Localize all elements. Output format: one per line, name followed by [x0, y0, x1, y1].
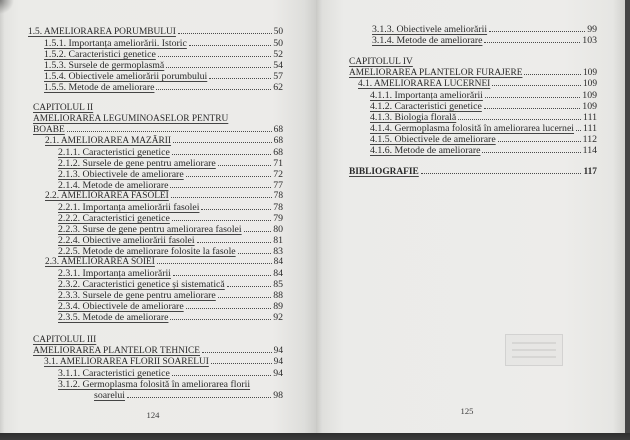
chapter-title [0, 346, 283, 357]
dot-leader [172, 375, 271, 376]
dot-leader [201, 209, 271, 210]
dot-leader [484, 108, 580, 109]
toc-entry-page: 98 [273, 390, 283, 401]
dot-leader [209, 78, 271, 79]
toc-entry-page: 89 [273, 301, 283, 312]
toc-entry-title: 3.1.1. Caracteristici genetice [58, 368, 170, 379]
dot-leader [485, 97, 580, 98]
stamp-mark [512, 349, 556, 351]
toc-entry-page: 88 [273, 290, 283, 301]
toc-entry-page: 50 [273, 38, 283, 49]
toc-entry-page: 109 [582, 79, 597, 89]
chapter-heading-label: CAPITOLUL II [33, 103, 94, 113]
toc-entry [0, 27, 283, 38]
toc-entry-title: 2.2.2. Caracteristici genetice [58, 213, 170, 224]
chapter-title-line: AMELIORAREA LEGUMINOASELOR PENTRU [33, 114, 229, 124]
toc-entry-title: 2.3.1. Importanța ameliorării [58, 268, 171, 279]
toc-entry-page: 94 [273, 357, 283, 367]
toc-entry-page: 81 [273, 235, 283, 246]
page-number: 124 [146, 410, 160, 420]
chapter-heading-label: CAPITOLUL III [33, 335, 97, 345]
toc-entry [316, 35, 597, 46]
toc-entry-title: 4.1.6. Metode de ameliorare [370, 145, 481, 156]
toc-entry-page: 78 [273, 191, 283, 201]
toc-entry-title: 1.5.3. Sursele de germoplasmă [44, 60, 165, 71]
chapter-title [0, 114, 283, 125]
toc-entry-title: 2.1. AMELIORAREA MAZĂRII [45, 136, 172, 146]
left-page [0, 0, 317, 433]
dot-leader [67, 131, 272, 132]
toc-entry [0, 180, 283, 191]
toc-entry [0, 368, 283, 379]
toc-entry [0, 257, 283, 268]
dot-leader [172, 220, 271, 221]
toc-entry [316, 90, 597, 101]
toc-entry-title: 4.1.2. Caracteristici genetice [370, 101, 482, 112]
toc-entry-page: 50 [273, 27, 283, 37]
toc-entry-page: 92 [273, 312, 283, 323]
toc-entry [0, 357, 283, 368]
dot-leader [484, 42, 580, 43]
chapter-heading [0, 103, 283, 114]
toc-entry-title: 1.5.4. Obiectivele ameliorării porumbului [44, 71, 208, 82]
toc-entry-title: 2.2.3. Surse de gene pentru ameliorarea fasolei [58, 224, 242, 235]
toc-entry [0, 38, 283, 49]
bibliography-entry [316, 167, 597, 178]
toc-entry-page: 77 [273, 180, 283, 191]
toc-entry [0, 213, 283, 224]
toc-entry-title: 2.1.4. Metode de ameliorare [58, 180, 169, 191]
toc-entry-page: 111 [583, 123, 597, 134]
toc-entry-title: 3.1.4. Metode de ameliorare [372, 35, 483, 46]
toc-entry-page: 112 [582, 134, 597, 145]
dot-leader [202, 352, 272, 353]
toc-entry [0, 82, 283, 93]
toc-entry-title: 1.5.2. Caracteristici genetice [44, 49, 156, 60]
toc-entry-page: 85 [273, 279, 283, 290]
toc-entry-page: 99 [587, 24, 597, 35]
toc-entry [316, 112, 597, 123]
dot-leader [492, 85, 581, 86]
toc-entry-title: 2.3.2. Caracteristici genetice și sistematică [58, 279, 225, 290]
toc-entry [0, 191, 283, 202]
toc-entry-page: 71 [273, 158, 283, 169]
toc-entry-title: 2.2.5. Metode de ameliorare folosite la fasole [58, 246, 236, 257]
dot-leader [218, 297, 271, 298]
toc-entry [0, 60, 283, 71]
dot-leader [170, 187, 271, 188]
toc-entry [0, 49, 283, 60]
toc-entry [0, 301, 283, 312]
toc-entry-page: 94 [273, 346, 283, 356]
toc-entry [316, 24, 597, 35]
stamp-mark [512, 342, 556, 344]
toc-entry-page: 84 [273, 257, 283, 267]
toc-entry [0, 158, 283, 169]
stamp-mark [512, 356, 556, 358]
dot-leader [244, 231, 272, 232]
toc-entry [316, 101, 597, 112]
toc-entry [0, 279, 283, 290]
toc-entry-page: 109 [582, 101, 597, 112]
dot-leader [498, 141, 581, 142]
toc-entry-page: 78 [273, 202, 283, 213]
right-page [316, 0, 625, 433]
dot-leader [172, 154, 271, 155]
toc-entry [0, 169, 283, 180]
dot-leader [576, 130, 581, 131]
dot-leader [156, 89, 271, 90]
dot-leader [166, 67, 271, 68]
toc-entry-page: 111 [583, 112, 597, 123]
dot-leader [173, 275, 271, 276]
toc-entry [0, 71, 283, 82]
chapter-title-line: AMELIORAREA PLANTELOR TEHNICE [33, 346, 201, 356]
chapter-title-line: BOABE [33, 125, 65, 135]
toc-entry [316, 134, 597, 145]
toc-entry-page: 68 [273, 136, 283, 146]
dot-leader [421, 173, 582, 174]
toc-entry-title: 1.5. AMELIORAREA PORUMBULUI [28, 27, 176, 37]
dot-leader [170, 319, 271, 320]
toc-entry [0, 136, 283, 147]
toc-entry-page: 54 [273, 60, 283, 71]
chapter-title [316, 68, 597, 79]
toc-entry-title: 3.1. AMELIORAREA FLORII SOARELUI [44, 357, 209, 367]
toc-entry-title: 1.5.5. Metode de ameliorare [44, 82, 155, 93]
dot-leader [227, 286, 271, 287]
toc-entry [0, 246, 283, 257]
toc-entry [316, 79, 597, 90]
toc-entry-title: 4.1.3. Biologia florală [370, 112, 457, 123]
dot-leader [524, 74, 580, 75]
toc-entry [0, 224, 283, 235]
dot-leader [173, 142, 272, 143]
toc-entry-title: 2.3.3. Sursele de gene pentru ameliorare [58, 290, 216, 301]
toc-entry-title: 2.3.4. Obiectivele de ameliorare [58, 301, 184, 312]
toc-entry-title: 2.3. AMELIORAREA SOIEI [45, 257, 155, 267]
chapter-title [0, 125, 283, 136]
toc-entry-title: 2.2. AMELIORAREA FASOLEI [45, 191, 169, 201]
toc-entry [0, 268, 283, 279]
toc-entry [0, 290, 283, 301]
toc-entry-continuation [0, 390, 283, 401]
dot-leader [178, 33, 272, 34]
dot-leader [482, 152, 580, 153]
toc-entry-page: 109 [582, 68, 597, 78]
toc-entry-page: 84 [273, 268, 283, 279]
toc-entry [0, 235, 283, 246]
toc-entry [0, 202, 283, 213]
dot-leader [218, 165, 271, 166]
toc-entry-title: 2.1.3. Obiectivele de ameliorare [58, 169, 184, 180]
scan-edge [0, 433, 630, 440]
toc-entry [316, 123, 597, 134]
dot-leader [211, 363, 272, 364]
dot-leader [157, 263, 272, 264]
dot-leader [127, 397, 271, 398]
toc-entry-title: 2.3.5. Metode de ameliorare [58, 312, 169, 323]
toc-entry-page: 103 [582, 35, 597, 46]
toc-entry-title: 2.2.4. Obiective ameliorării fasolei [58, 235, 195, 246]
dot-leader [189, 45, 271, 46]
dot-leader [458, 119, 581, 120]
toc-entry-title: 2.1.2. Sursele de gene pentru ameliorare [58, 158, 216, 169]
toc-entry-page: 52 [273, 49, 283, 60]
dot-leader [158, 56, 271, 57]
dot-leader [186, 308, 272, 309]
table-of-contents-left [0, 27, 283, 401]
library-stamp [505, 334, 563, 366]
dot-leader [171, 197, 272, 198]
toc-entry-title: 4.1. AMELIORAREA LUCERNEI [358, 79, 491, 89]
toc-entry-title: 3.1.2. Germoplasma folosită în ameliorarea florii [58, 379, 251, 390]
dot-leader [238, 253, 272, 254]
toc-entry [0, 147, 283, 158]
chapter-title-line: AMELIORAREA PLANTELOR FURAJERE [349, 68, 523, 78]
toc-entry-page: 62 [273, 82, 283, 93]
toc-entry-title: 1.5.1. Importanța ameliorării. Istoric [44, 38, 187, 49]
chapter-heading-label: CAPITOLUL IV [349, 57, 413, 67]
toc-entry-page: 68 [273, 147, 283, 158]
toc-entry-title: 2.1.1. Caracteristici genetice [58, 147, 170, 158]
toc-entry [316, 145, 597, 156]
toc-entry-page: 68 [273, 125, 283, 135]
chapter-heading [0, 335, 283, 346]
toc-entry-title: 3.1.3. Obiectivele ameliorării [372, 24, 488, 35]
toc-entry-page: 72 [273, 169, 283, 180]
toc-entry-page: 57 [273, 71, 283, 82]
toc-entry-page: 109 [582, 90, 597, 101]
toc-entry-title: 4.1.4. Germoplasma folosită în ameliorarea lucernei [370, 123, 575, 134]
toc-entry-title: 4.1.5. Obiectivele de ameliorare [370, 134, 496, 145]
dot-leader [489, 31, 585, 32]
toc-entry [0, 379, 283, 390]
toc-entry-page: 79 [273, 213, 283, 224]
toc-entry-page: 94 [273, 368, 283, 379]
toc-entry-page: 117 [583, 167, 597, 177]
toc-entry-page: 80 [273, 224, 283, 235]
toc-entry-title: 4.1.1. Importanța ameliorării [370, 90, 483, 101]
toc-entry-title: 2.2.1. Importanța ameliorării fasolei [58, 202, 200, 213]
page-number: 125 [460, 406, 474, 416]
table-of-contents-right [316, 24, 597, 178]
toc-entry [0, 312, 283, 323]
toc-entry-title: soarelui [94, 390, 126, 401]
toc-entry-page: 114 [582, 145, 597, 156]
chapter-heading [316, 57, 597, 68]
toc-entry-page: 83 [273, 246, 283, 257]
toc-entry-title: BIBLIOGRAFIE [349, 167, 419, 177]
dot-leader [186, 176, 272, 177]
dot-leader [197, 242, 272, 243]
